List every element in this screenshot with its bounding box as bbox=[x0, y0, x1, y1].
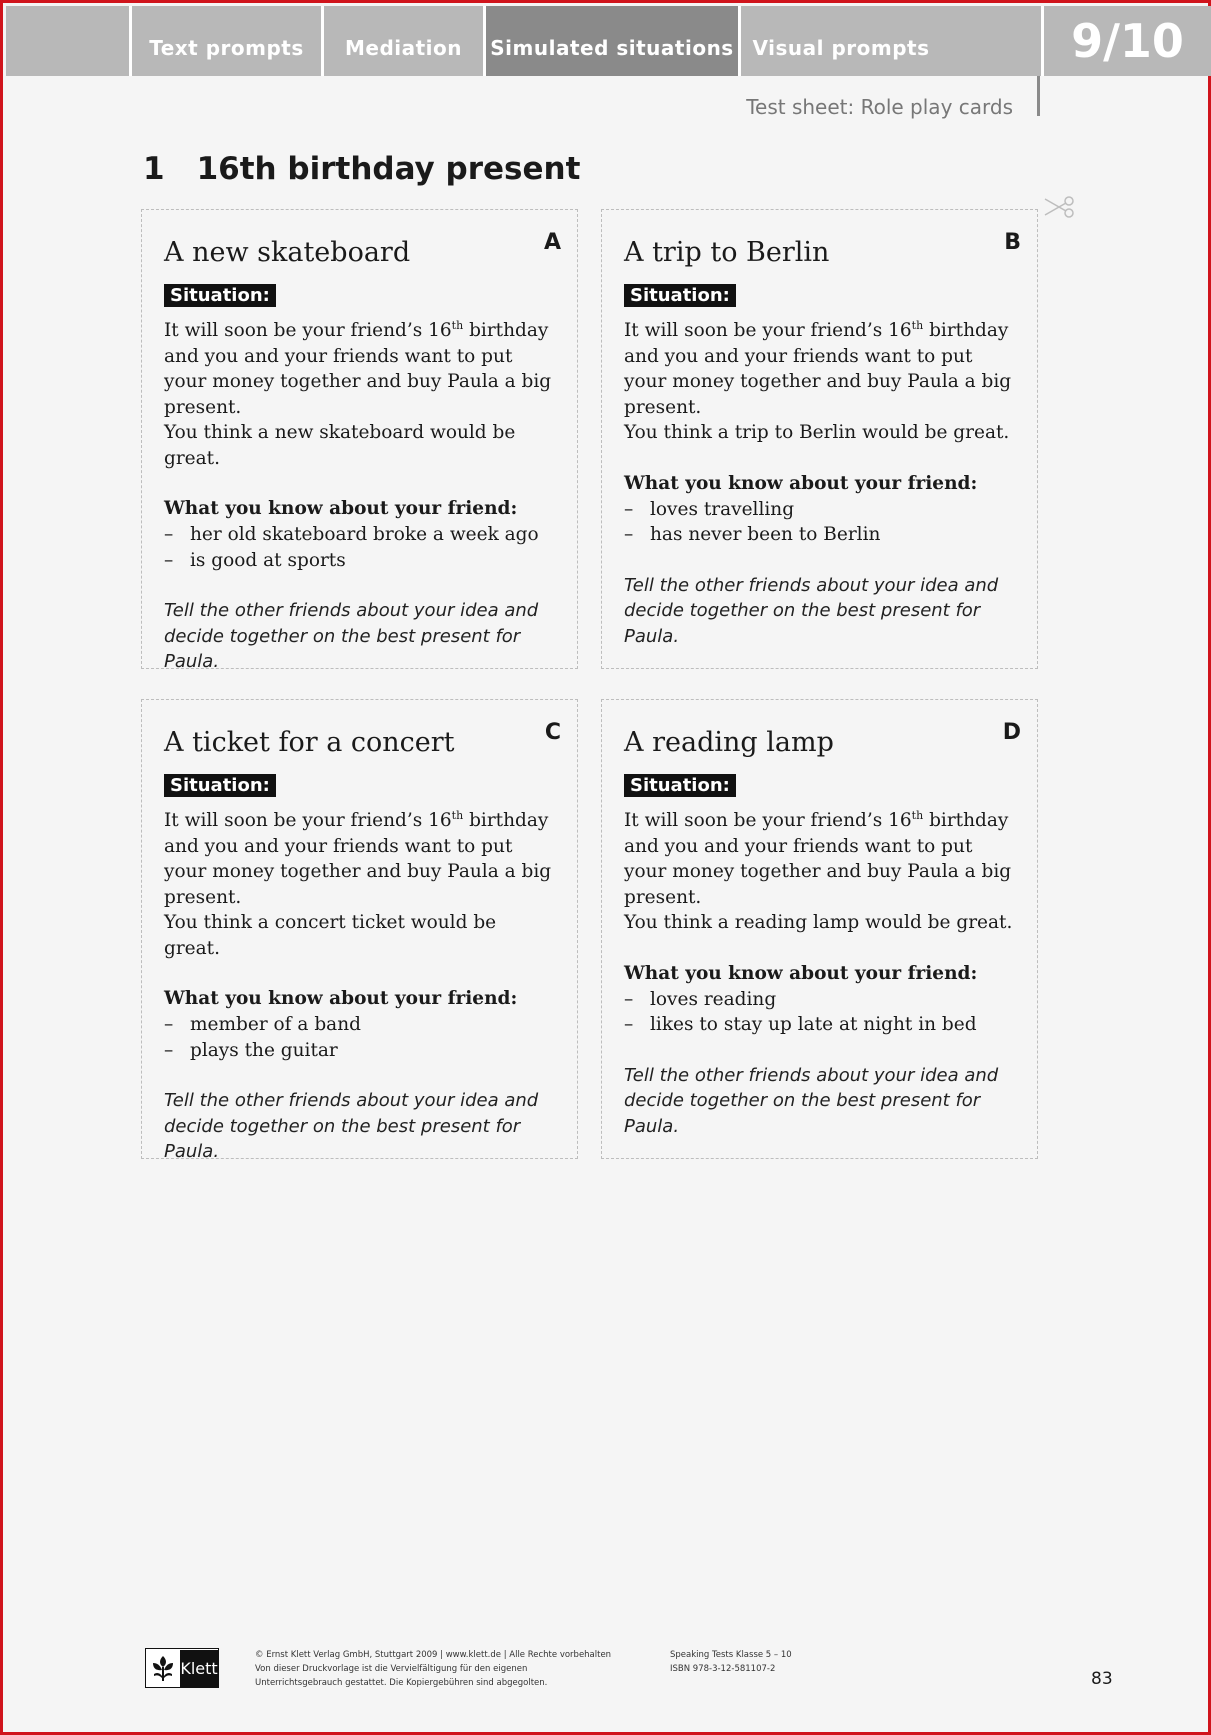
facts-list bbox=[164, 522, 555, 573]
know-heading: What you know about your friend: bbox=[624, 962, 978, 984]
idea-text: You think a concert ticket would be great. bbox=[164, 912, 497, 959]
list-item: – her old skateboard broke a week ago bbox=[164, 524, 539, 546]
card-instruction: Tell the other friends about your idea and decide together on the best present for Paula. bbox=[164, 600, 539, 673]
logo-wordmark: Klett bbox=[180, 1650, 218, 1687]
role-card-d bbox=[601, 699, 1038, 1159]
tab-label: Text prompts bbox=[149, 36, 304, 60]
header-band bbox=[6, 6, 1211, 76]
list-item: – plays the guitar bbox=[164, 1039, 338, 1061]
list-item: – member of a band bbox=[164, 1014, 361, 1036]
situation-label: Situation: bbox=[624, 774, 736, 797]
card-instruction: Tell the other friends about your idea and decide together on the best present for Paula. bbox=[164, 1090, 539, 1163]
situation-text: It will soon be your friend’s 16th birthday and you and your friends want to put your money together and buy Paula a big present. bbox=[624, 809, 1012, 908]
card-letter: C bbox=[544, 720, 561, 745]
copyright-notice: © Ernst Klett Verlag GmbH, Stuttgart 2009 | www.klett.de | Alle Rechte vorbehalten Von dieser Druckvorlage ist die Vervielfältigung für den eigenen Unterrichtsgebrauch gestattet. Die Kopiergebühren sind abgegolten. bbox=[255, 1650, 612, 1688]
role-card-a bbox=[141, 209, 578, 673]
task-number: 1 bbox=[143, 151, 165, 187]
card-title: A trip to Berlin bbox=[624, 237, 830, 268]
situation-text: It will soon be your friend’s 16th birthday and you and your friends want to put your money together and buy Paula a big present. bbox=[164, 809, 552, 908]
role-card-b bbox=[601, 209, 1038, 669]
tab-mediation[interactable] bbox=[321, 6, 483, 76]
card-instruction: Tell the other friends about your idea and decide together on the best present for Paula. bbox=[624, 574, 999, 647]
unit-number: 9/10 bbox=[1041, 6, 1211, 76]
sheet-label: Test sheet: Role play cards bbox=[746, 95, 1013, 119]
tab-label: Simulated situations bbox=[490, 36, 734, 60]
book-info: Speaking Tests Klasse 5 – 10 ISBN 978-3-12-581107-2 bbox=[670, 1650, 792, 1674]
card-title: A new skateboard bbox=[164, 237, 411, 268]
idea-text: You think a trip to Berlin would be great. bbox=[624, 422, 1010, 444]
card-instruction: Tell the other friends about your idea and decide together on the best present for Paula. bbox=[624, 1064, 999, 1137]
task-title: 16th birthday present bbox=[196, 151, 581, 187]
card-letter: D bbox=[1002, 720, 1021, 745]
scissors-icon bbox=[1043, 195, 1077, 219]
facts-list bbox=[164, 1012, 555, 1063]
klett-logo-icon bbox=[146, 1650, 180, 1687]
list-item: – loves travelling bbox=[624, 498, 795, 520]
card-title: A ticket for a concert bbox=[164, 727, 455, 758]
know-heading: What you know about your friend: bbox=[164, 498, 518, 520]
idea-text: You think a new skateboard would be great. bbox=[164, 422, 516, 469]
list-item: – is good at sports bbox=[164, 549, 346, 571]
tab-visual-prompts[interactable] bbox=[738, 6, 941, 76]
list-item: – loves reading bbox=[624, 988, 777, 1010]
card-title: A reading lamp bbox=[624, 727, 834, 758]
tab-label: Mediation bbox=[344, 36, 463, 60]
know-heading: What you know about your friend: bbox=[624, 472, 978, 494]
klett-logo bbox=[145, 1648, 219, 1688]
tab-simulated-situations[interactable] bbox=[483, 6, 738, 76]
situation-text: It will soon be your friend’s 16th birthday and you and your friends want to put your money together and buy Paula a big present. bbox=[624, 319, 1012, 418]
card-letter: A bbox=[543, 230, 561, 255]
situation-label: Situation: bbox=[164, 284, 276, 307]
tab-label: Visual prompts bbox=[752, 36, 930, 60]
list-item: – has never been to Berlin bbox=[624, 524, 881, 546]
task-heading bbox=[143, 151, 580, 187]
know-heading: What you know about your friend: bbox=[164, 988, 518, 1010]
role-card-c bbox=[141, 699, 578, 1163]
tab-text-prompts[interactable] bbox=[129, 6, 321, 76]
page-number: 83 bbox=[1091, 1669, 1113, 1689]
idea-text: You think a reading lamp would be great. bbox=[624, 912, 1013, 934]
header-divider bbox=[1037, 76, 1040, 116]
situation-label: Situation: bbox=[164, 774, 276, 797]
facts-list bbox=[624, 987, 1015, 1038]
situation-label: Situation: bbox=[624, 284, 736, 307]
facts-list bbox=[624, 497, 1015, 548]
card-letter: B bbox=[1004, 230, 1021, 255]
situation-text: It will soon be your friend’s 16th birthday and you and your friends want to put your money together and buy Paula a big present. bbox=[164, 319, 552, 418]
list-item: – likes to stay up late at night in bed bbox=[624, 1014, 977, 1036]
